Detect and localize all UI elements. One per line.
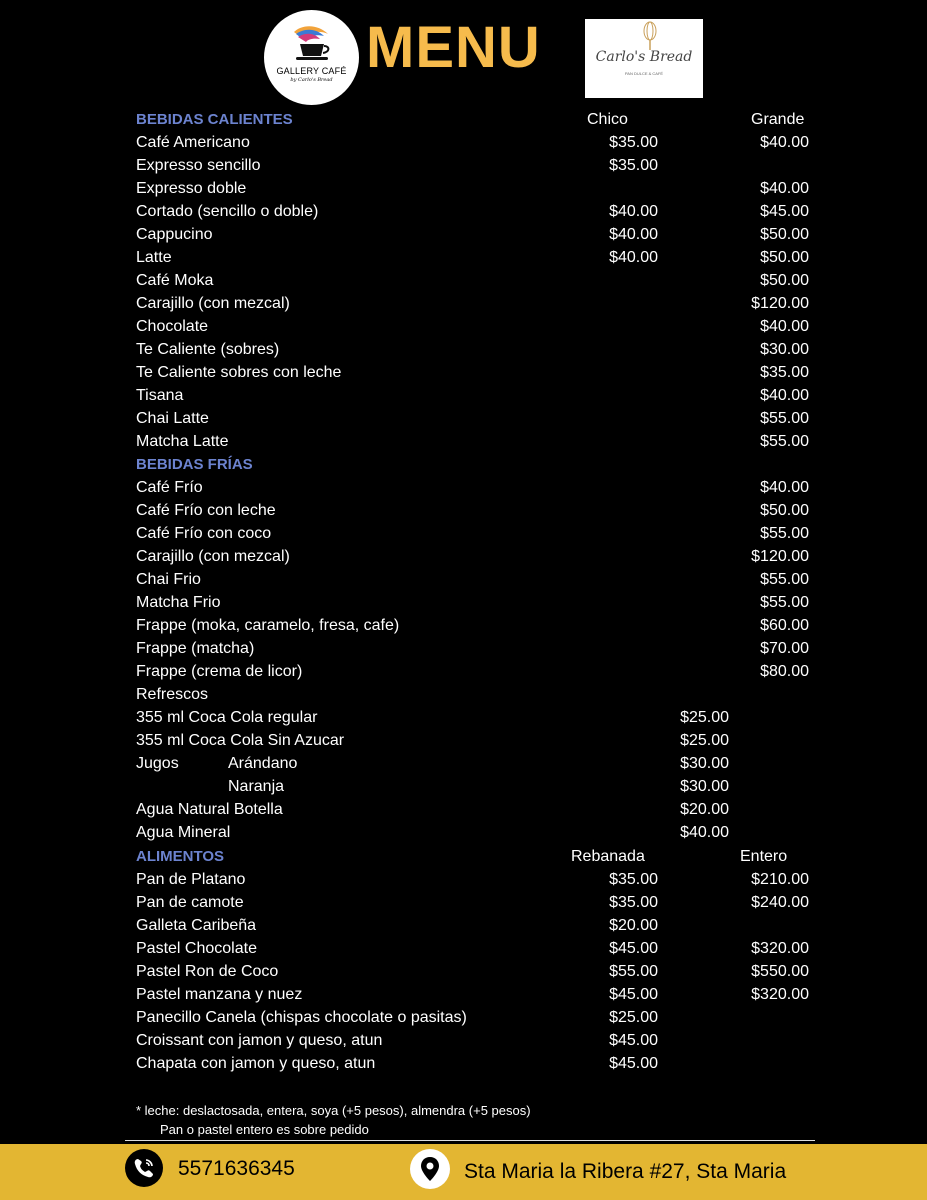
menu-item [0, 568, 927, 591]
item-name: Te Caliente sobres con leche [136, 364, 342, 381]
phone-number[interactable]: 5571636345 [178, 1157, 295, 1180]
item-name: Frappe (moka, caramelo, fresa, cafe) [136, 617, 400, 634]
menu-item [0, 983, 927, 1006]
item-name: Latte [136, 249, 172, 266]
item-name: Café Americano [136, 134, 250, 151]
item-price: $25.00 [680, 732, 729, 749]
item-price-entero: $240.00 [751, 894, 809, 911]
footer-contact-bar [0, 1144, 927, 1200]
menu-item [0, 315, 927, 338]
item-price-rebanada: $45.00 [609, 986, 658, 1003]
footnote-milk-options: * leche: deslactosada, entera, soya (+5 pesos), almendra (+5 pesos) [136, 1103, 531, 1118]
item-price: $55.00 [760, 525, 809, 542]
menu-item [0, 960, 927, 983]
item-name: 355 ml Coca Cola Sin Azucar [136, 732, 345, 749]
item-name: Croissant con jamon y queso, atun [136, 1032, 383, 1049]
item-price-entero: $320.00 [751, 940, 809, 957]
menu-item [0, 154, 927, 177]
item-name: Pan de camote [136, 894, 244, 911]
item-price-rebanada: $20.00 [609, 917, 658, 934]
menu-item [0, 223, 927, 246]
item-name: Cappucino [136, 226, 213, 243]
whisk-icon [637, 21, 663, 51]
item-price: $40.00 [760, 479, 809, 496]
location-pin-icon [410, 1149, 450, 1189]
item-name: Panecillo Canela (chispas chocolate o pasitas) [136, 1009, 467, 1026]
item-name: Te Caliente (sobres) [136, 341, 280, 358]
menu-item [0, 131, 927, 154]
item-price-rebanada: $55.00 [609, 963, 658, 980]
item-name: Café Frío con coco [136, 525, 272, 542]
item-name: Tisana [136, 387, 184, 404]
menu-item [0, 269, 927, 292]
item-price: $70.00 [760, 640, 809, 657]
menu-item [0, 706, 927, 729]
column-header-chico: Chico [587, 111, 628, 128]
menu-item [0, 292, 927, 315]
refrescos-label: Refrescos [136, 686, 209, 703]
column-header-rebanada: Rebanada [571, 848, 645, 865]
menu-item [0, 868, 927, 891]
section-title: BEBIDAS CALIENTES [136, 111, 293, 128]
item-price-chico: $40.00 [609, 249, 658, 266]
item-price-chico: $35.00 [609, 157, 658, 174]
item-price: $30.00 [680, 778, 729, 795]
menu-item [0, 200, 927, 223]
item-price-grande: $50.00 [760, 272, 809, 289]
refrescos-label-row [0, 683, 927, 706]
menu-item [0, 522, 927, 545]
menu-item [0, 798, 927, 821]
menu-item [0, 821, 927, 844]
carlos-bread-logo [585, 19, 703, 98]
item-price-rebanada: $45.00 [609, 1032, 658, 1049]
phone-icon [125, 1149, 163, 1187]
menu-item [0, 361, 927, 384]
item-name: Chapata con jamon y queso, atun [136, 1055, 376, 1072]
item-price: $20.00 [680, 801, 729, 818]
item-price: $50.00 [760, 502, 809, 519]
item-price-grande: $40.00 [760, 318, 809, 335]
coffee-cup-icon [288, 26, 336, 64]
item-name: Chai Latte [136, 410, 209, 427]
section-header-alimentos [0, 845, 927, 868]
menu-item [0, 660, 927, 683]
address[interactable]: Sta Maria la Ribera #27, Sta Maria [464, 1160, 787, 1183]
menu-item [0, 430, 927, 453]
item-name: Chai Frio [136, 571, 201, 588]
item-name: Carajillo (con mezcal) [136, 548, 290, 565]
menu-item [0, 891, 927, 914]
menu-item [0, 246, 927, 269]
item-name: Frappe (matcha) [136, 640, 255, 657]
item-price-grande: $40.00 [760, 387, 809, 404]
item-name: Pastel Chocolate [136, 940, 257, 957]
item-name: Carajillo (con mezcal) [136, 295, 290, 312]
item-name: Matcha Latte [136, 433, 229, 450]
item-price-grande: $40.00 [760, 134, 809, 151]
item-price: $55.00 [760, 594, 809, 611]
item-name: Pastel manzana y nuez [136, 986, 303, 1003]
item-name: 355 ml Coca Cola regular [136, 709, 318, 726]
item-price-entero: $210.00 [751, 871, 809, 888]
item-price: $40.00 [680, 824, 729, 841]
item-price-entero: $550.00 [751, 963, 809, 980]
item-name: Café Moka [136, 272, 214, 289]
item-price-grande: $50.00 [760, 249, 809, 266]
logo-gallery-tagline: by Carlo's Bread [290, 77, 333, 83]
menu-item [0, 1029, 927, 1052]
item-name: Matcha Frio [136, 594, 221, 611]
menu-item [0, 384, 927, 407]
page-title: MENU [366, 15, 541, 80]
item-price-rebanada: $35.00 [609, 871, 658, 888]
menu-item [0, 499, 927, 522]
column-header-entero: Entero [740, 848, 788, 865]
menu-item [0, 338, 927, 361]
menu-item [0, 476, 927, 499]
item-variant: Naranja [228, 778, 285, 795]
logo-carlo-script: Carlo's Bread [595, 49, 693, 65]
item-name: Chocolate [136, 318, 209, 335]
gallery-cafe-logo [264, 10, 359, 105]
item-name: Frappe (crema de licor) [136, 663, 303, 680]
item-price-grande: $55.00 [760, 410, 809, 427]
item-name: Expresso sencillo [136, 157, 261, 174]
menu-item [0, 591, 927, 614]
item-price-entero: $320.00 [751, 986, 809, 1003]
item-price: $30.00 [680, 755, 729, 772]
menu-item [0, 637, 927, 660]
menu-item [0, 1052, 927, 1075]
section-title: ALIMENTOS [136, 848, 225, 865]
item-price: $55.00 [760, 571, 809, 588]
column-header-grande: Grande [751, 111, 805, 128]
section-header-bebidas-calientes [0, 108, 927, 131]
menu-item [0, 752, 927, 775]
menu-item [0, 775, 927, 798]
menu-item [0, 729, 927, 752]
item-variant: Arándano [228, 755, 298, 772]
section-header-bebidas-frias [0, 453, 927, 476]
item-price: $80.00 [760, 663, 809, 680]
item-price-chico: $40.00 [609, 226, 658, 243]
item-price-chico: $35.00 [609, 134, 658, 151]
item-price-grande: $40.00 [760, 180, 809, 197]
item-price-grande: $55.00 [760, 433, 809, 450]
footnote-whole-cake-order: Pan o pastel entero es sobre pedido [160, 1122, 369, 1137]
item-price-rebanada: $25.00 [609, 1009, 658, 1026]
item-price: $120.00 [751, 548, 809, 565]
item-price: $25.00 [680, 709, 729, 726]
item-name: Café Frío [136, 479, 203, 496]
item-name: Agua Natural Botella [136, 801, 283, 818]
menu-item [0, 614, 927, 637]
item-price-grande: $30.00 [760, 341, 809, 358]
item-price-rebanada: $35.00 [609, 894, 658, 911]
item-price-grande: $50.00 [760, 226, 809, 243]
item-name: Expresso doble [136, 180, 247, 197]
menu-item [0, 914, 927, 937]
item-price-rebanada: $45.00 [609, 1055, 658, 1072]
item-name: Pastel Ron de Coco [136, 963, 279, 980]
item-price-grande: $45.00 [760, 203, 809, 220]
item-price-chico: $40.00 [609, 203, 658, 220]
item-name: Café Frío con leche [136, 502, 276, 519]
divider [125, 1140, 815, 1141]
item-price-grande: $120.00 [751, 295, 809, 312]
item-price-grande: $35.00 [760, 364, 809, 381]
section-title: BEBIDAS FRÍAS [136, 456, 253, 473]
item-name: Galleta Caribeña [136, 917, 257, 934]
item-name: Jugos [136, 755, 179, 772]
footnote [136, 1101, 531, 1139]
menu-item [0, 177, 927, 200]
menu-item [0, 545, 927, 568]
menu-item [0, 937, 927, 960]
logo-carlo-subtitle: PAN DULCE & CAFÉ [624, 71, 664, 76]
item-name: Cortado (sencillo o doble) [136, 203, 319, 220]
item-price: $60.00 [760, 617, 809, 634]
item-price-rebanada: $45.00 [609, 940, 658, 957]
logo-gallery-name: GALLERY CAFÉ [276, 66, 347, 76]
item-name: Agua Mineral [136, 824, 231, 841]
menu-item [0, 1006, 927, 1029]
item-name: Pan de Platano [136, 871, 246, 888]
menu-item [0, 407, 927, 430]
